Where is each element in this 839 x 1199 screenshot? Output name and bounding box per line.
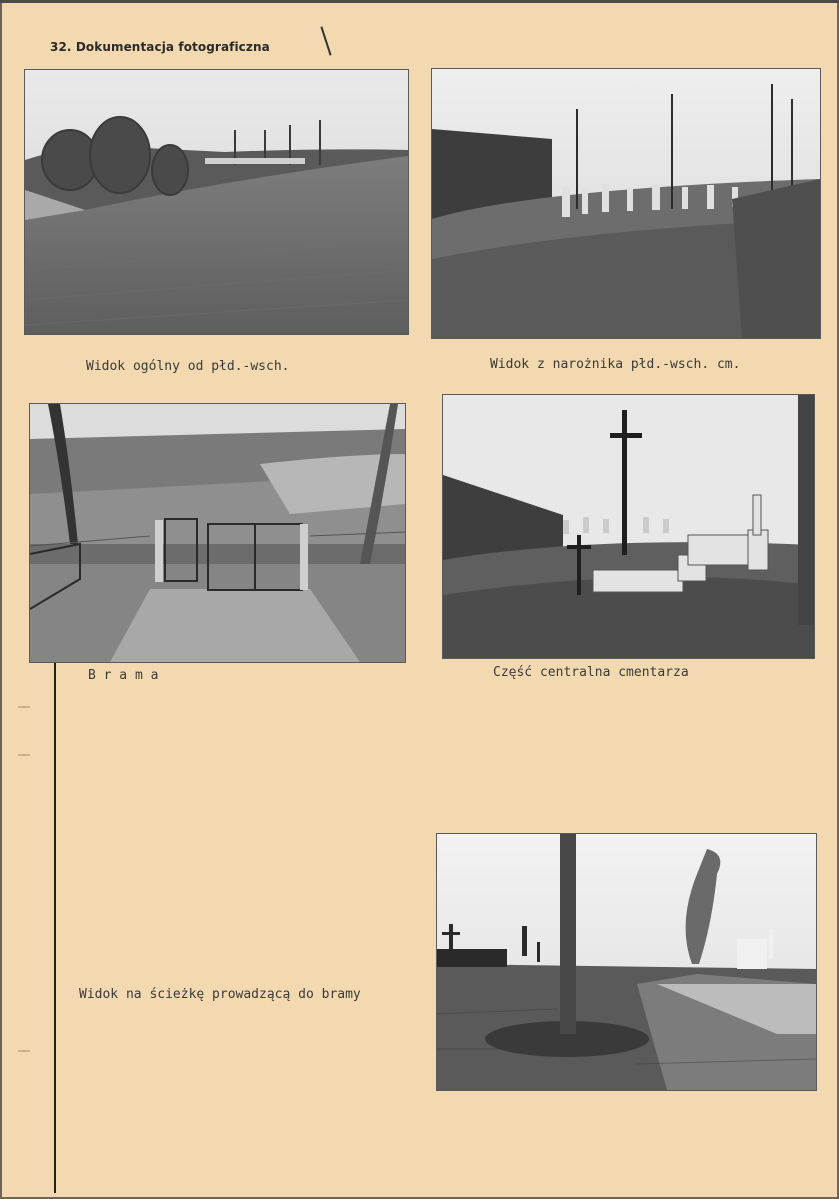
margin-tick (18, 706, 30, 708)
caption-general-view: Widok ogólny od płd.-wsch. (86, 359, 290, 374)
caption-path-to-gate: Widok na ścieżkę prowadzącą do bramy (79, 987, 361, 1002)
pen-mark (320, 26, 331, 55)
caption-cemetery-center: Część centralna cmentarza (493, 665, 689, 680)
page-title: 32. Dokumentacja fotograficzna (50, 40, 270, 54)
photo-gate (30, 404, 405, 662)
photo-path-to-gate (437, 834, 816, 1090)
photo-se-corner-view (432, 69, 820, 338)
photo-general-view (25, 70, 408, 334)
margin-tick (18, 754, 30, 756)
caption-gate: B r a m a (88, 668, 159, 683)
margin-line (54, 663, 56, 1193)
top-edge (0, 0, 839, 3)
photo-cemetery-center (443, 395, 814, 658)
caption-se-corner-view: Widok z narożnika płd.-wsch. cm. (490, 357, 741, 372)
margin-tick (18, 1050, 30, 1052)
